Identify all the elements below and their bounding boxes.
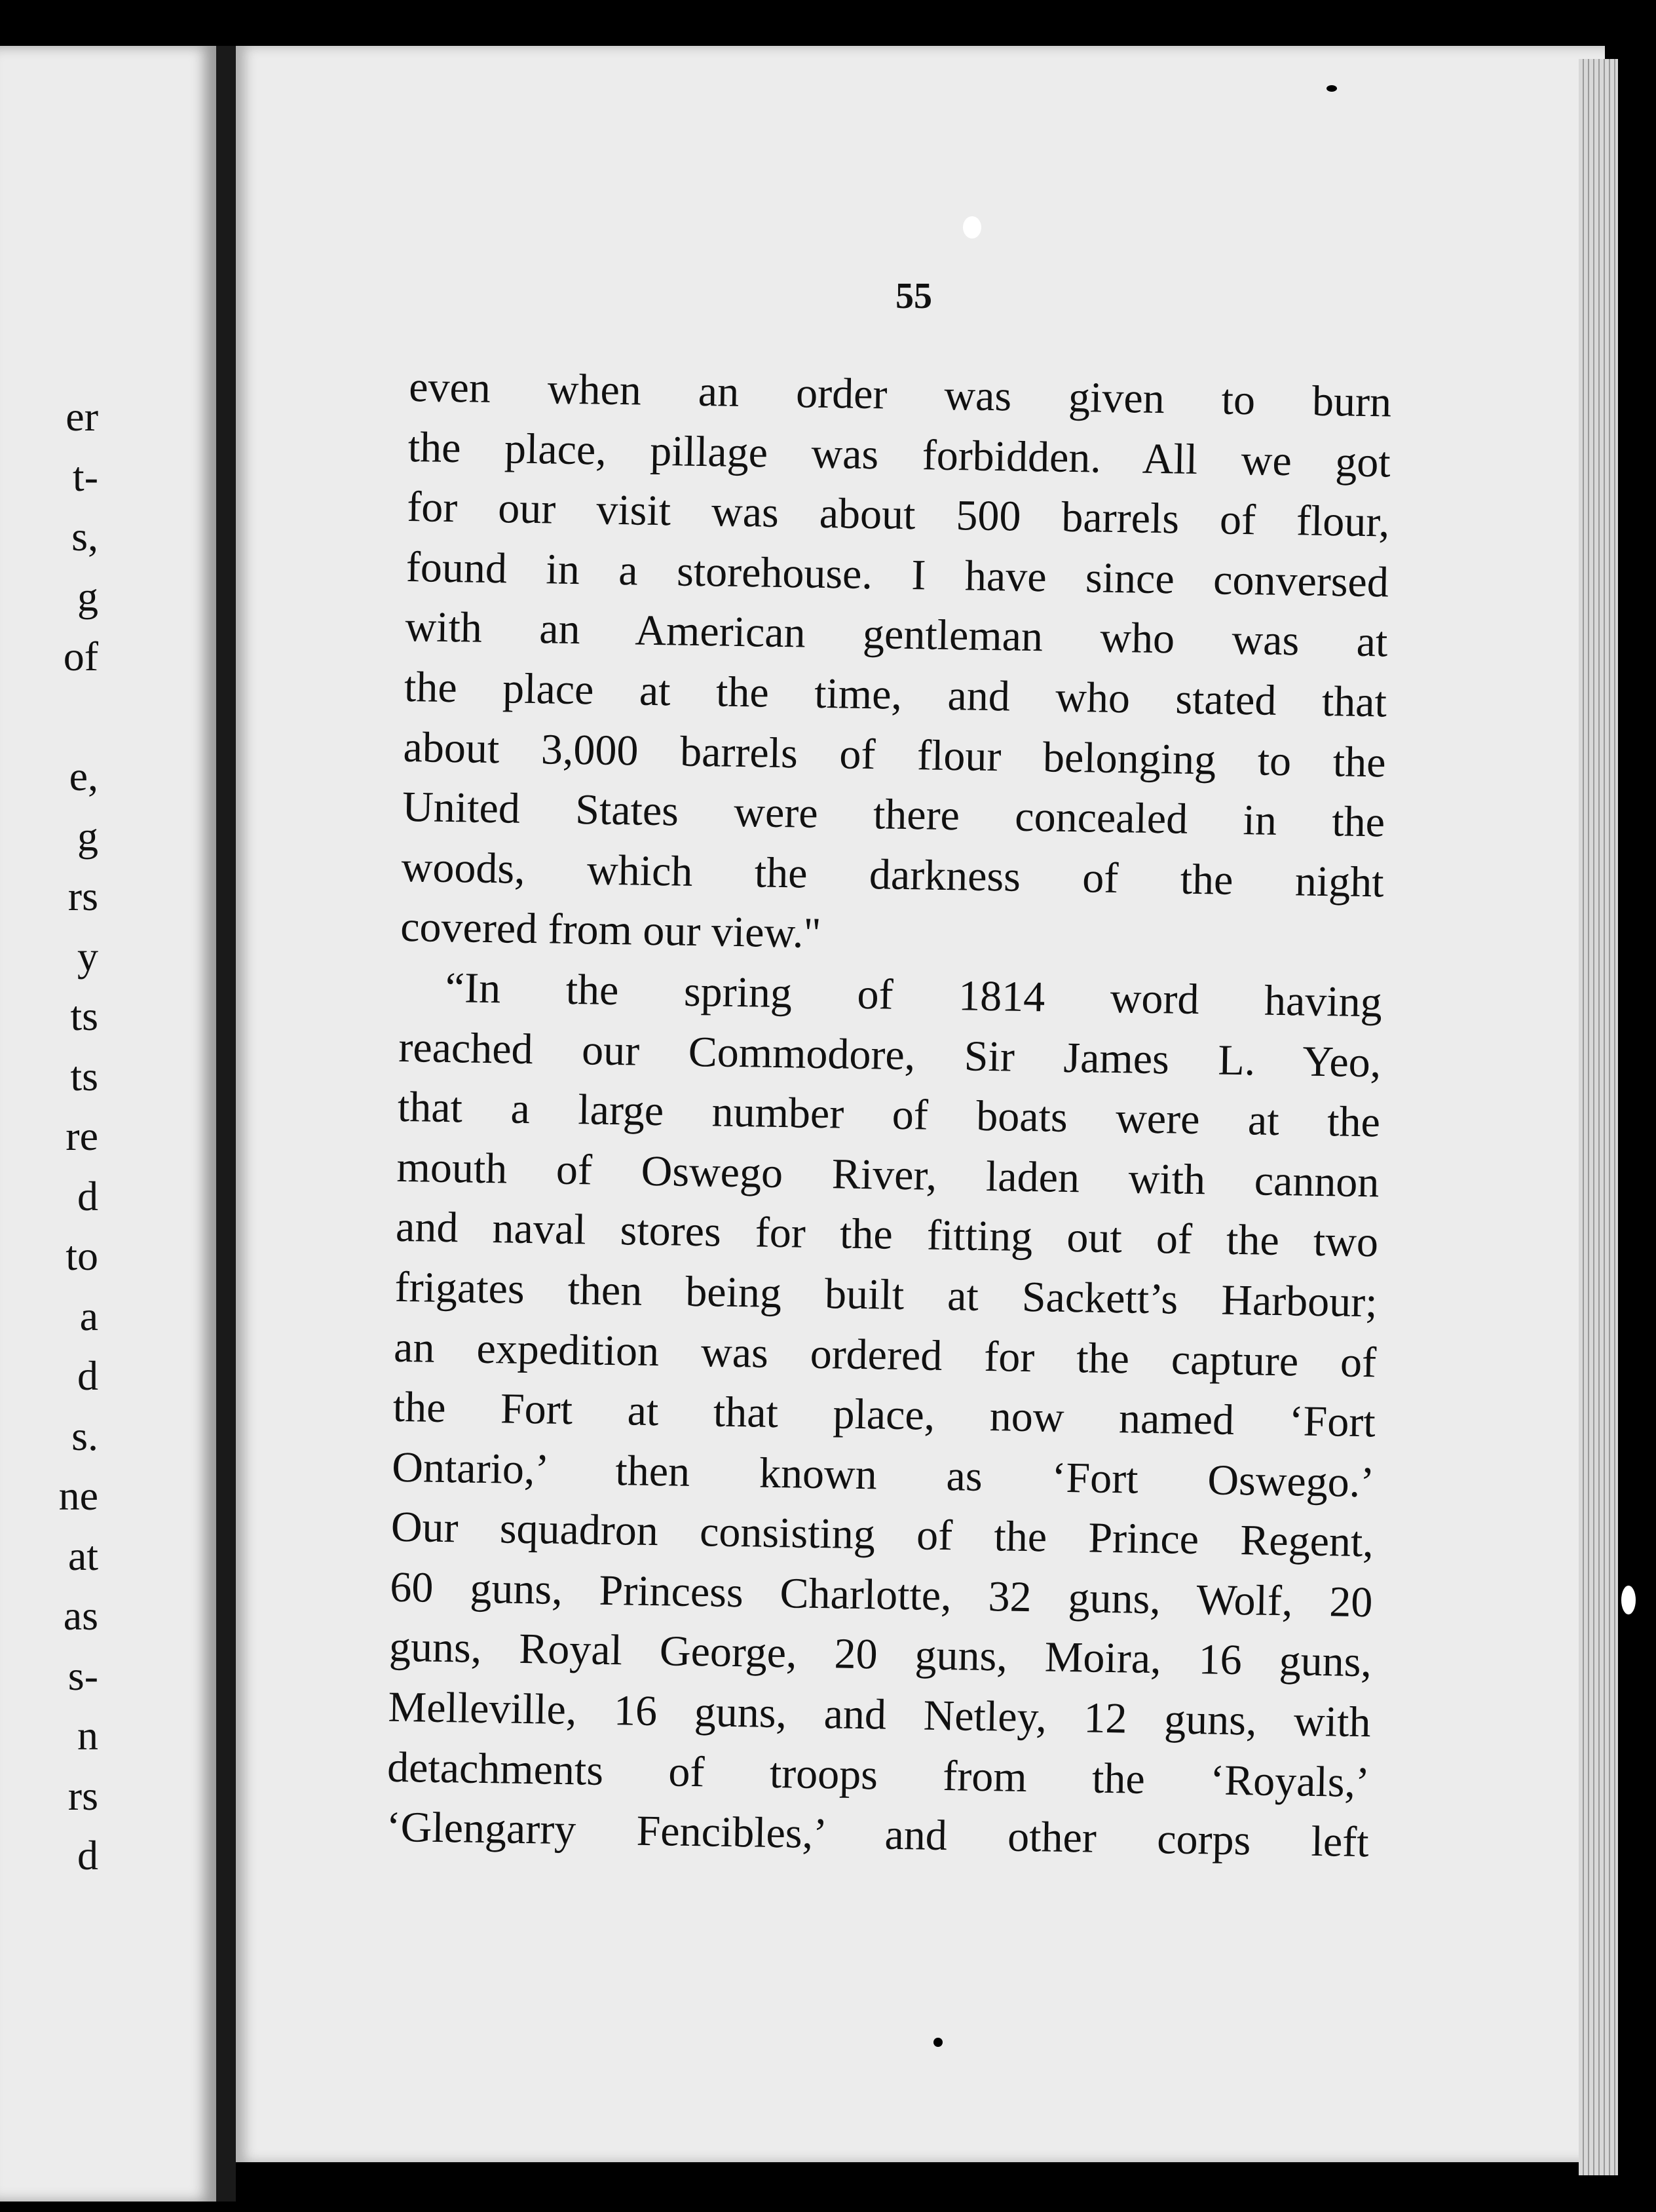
left-fragment: t-: [72, 453, 98, 500]
text-line: that a large number of boats were at the: [397, 1082, 1381, 1147]
left-fragment: d: [77, 1352, 98, 1399]
text-line: found in a storehouse. I have since conversed: [405, 543, 1389, 607]
text-line: reached our Commodore, Sir James L. Yeo,: [398, 1023, 1382, 1086]
left-fragment: d: [77, 1832, 98, 1878]
text-line: guns, Royal George, 20 guns, Moira, 16 guns,: [388, 1623, 1372, 1687]
left-fragment: s-: [67, 1652, 98, 1699]
left-fragment: s.: [71, 1412, 98, 1459]
text-line: “In the spring of 1814 word having: [445, 963, 1383, 1027]
text-line: covered from our view.": [400, 903, 821, 958]
text-line: with an American gentleman who was at: [404, 603, 1388, 666]
left-fragment: er: [66, 393, 98, 440]
left-fragment: at: [67, 1532, 98, 1579]
left-fragment: a: [79, 1292, 98, 1339]
book-gutter: [216, 46, 236, 2202]
left-fragment: as: [63, 1592, 98, 1639]
left-fragment: n: [77, 1712, 98, 1759]
left-fragment: g: [77, 573, 98, 620]
text-line: Ontario,’ then known as ‘Fort Oswego.’: [391, 1443, 1375, 1507]
left-fragment: ts: [70, 1052, 98, 1099]
body-text: [386, 357, 1392, 1873]
left-fragment: [0, 687, 98, 747]
text-line: mouth of Oswego River, laden with cannon: [396, 1143, 1380, 1207]
text-line: Our squadron consisting of the Prince Regent,: [390, 1503, 1374, 1567]
scan-speck: [1621, 1586, 1636, 1614]
text-line: an expedition was ordered for the capture of: [393, 1323, 1377, 1386]
page-number: 55: [895, 276, 932, 316]
left-facing-page: [0, 46, 216, 2202]
text-line: ‘Glengarry Fencibles,’ and other corps left: [386, 1802, 1370, 1867]
text-line: the place, pillage was forbidden. All we got: [407, 423, 1391, 487]
left-fragment: to: [66, 1232, 98, 1279]
page-stack-edge: [1579, 59, 1618, 2175]
text-line: 60 guns, Princess Charlotte, 32 guns, Wolf, 20: [389, 1563, 1373, 1627]
scan-speck: [963, 216, 981, 238]
text-line: detachments of troops from the ‘Royals,’: [386, 1743, 1370, 1806]
text-line: United States were there concealed in the: [402, 783, 1385, 847]
left-fragment: s,: [71, 513, 98, 560]
text-line: the Fort at that place, now named ‘Fort: [392, 1382, 1376, 1447]
left-fragment: rs: [67, 873, 98, 919]
left-fragment: g: [77, 812, 98, 860]
left-fragment: y: [77, 932, 98, 980]
left-fragment: e,: [69, 753, 98, 799]
scan-speck: [1327, 85, 1337, 92]
text-line: about 3,000 barrels of flour belonging to the: [403, 723, 1387, 787]
text-line: Melleville, 16 guns, and Netley, 12 guns, with: [388, 1683, 1372, 1747]
text-line: frigates then being built at Sackett’s Harbour;: [394, 1263, 1378, 1327]
scan-speck: [933, 2038, 943, 2047]
left-fragment: re: [66, 1113, 98, 1159]
left-fragment: ne: [58, 1472, 98, 1519]
text-line: for our visit was about 500 barrels of flour,: [406, 483, 1390, 546]
left-fragment: d: [77, 1172, 98, 1219]
text-line: even when an order was given to burn: [408, 362, 1392, 427]
text-line: and naval stores for the fitting out of the two: [395, 1203, 1379, 1267]
left-fragment: rs: [67, 1772, 98, 1819]
text-line: woods, which the darkness of the night: [401, 843, 1385, 907]
left-fragment: of: [63, 633, 98, 679]
left-fragment: ts: [70, 993, 98, 1039]
text-line: the place at the time, and who stated that: [404, 662, 1387, 727]
left-page-text-fragments: [0, 387, 98, 1886]
